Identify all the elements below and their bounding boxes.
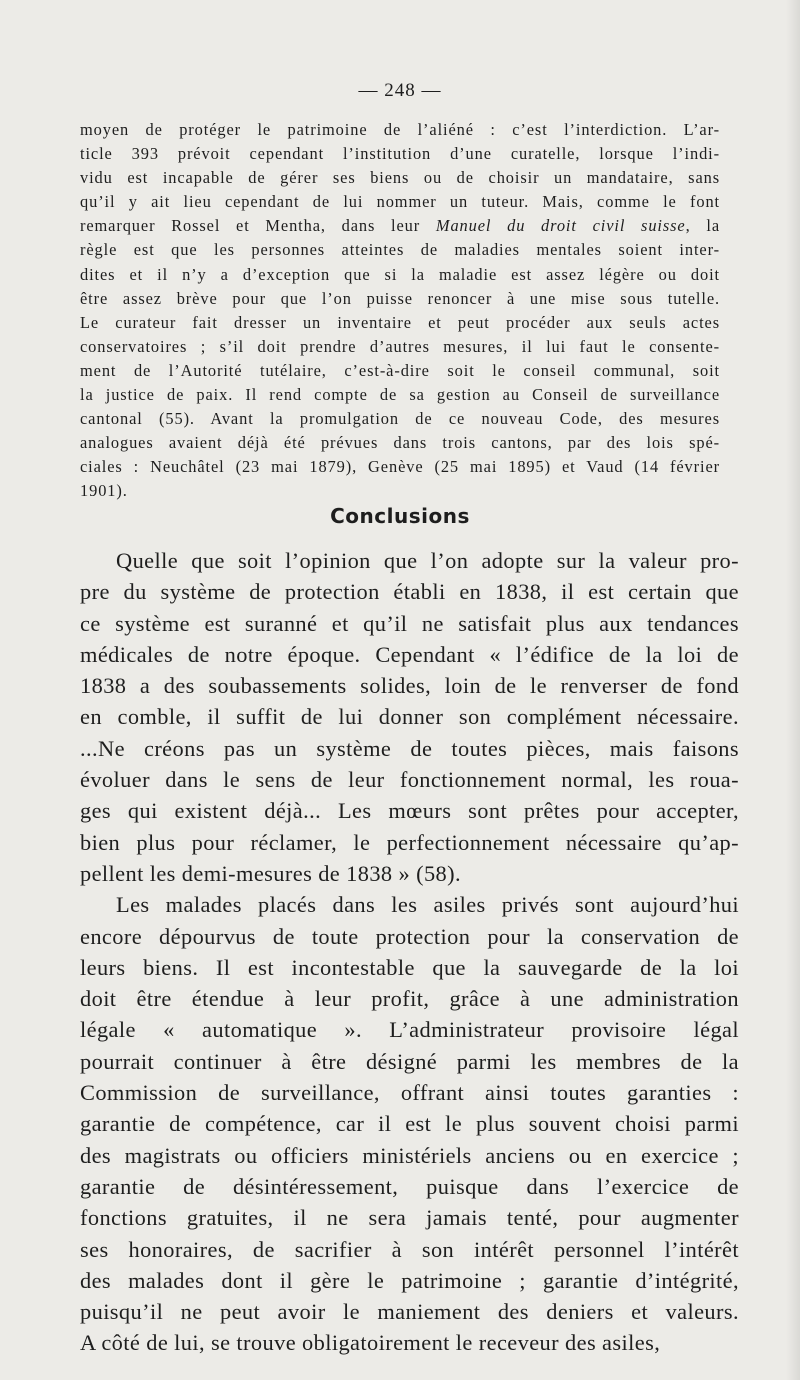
text-line: des malades dont il gère le patrimoine ; garantie d’intégrité, <box>80 1267 739 1293</box>
intro-paragraph <box>80 118 720 504</box>
text-line: médicales de notre époque. Cependant « l’édifice de la loi de <box>80 641 739 667</box>
conclusion-paragraph-2 <box>80 889 739 1358</box>
text-line: remarquer Rossel et Mentha, dans leur Manuel du droit civil suisse, la <box>80 216 720 236</box>
text-line: qu’il y ait lieu cependant de lui nommer un tuteur. Mais, comme le font <box>80 192 720 212</box>
text-line: des magistrats ou officiers ministériels anciens ou en exercice ; <box>80 1142 739 1168</box>
text-line: garantie de désintéressement, puisque dans l’exercice de <box>80 1173 739 1199</box>
text-line: bien plus pour réclamer, le perfectionnement nécessaire qu’ap- <box>80 829 739 855</box>
page-edge-shadow <box>786 0 800 1380</box>
text-line: Commission de surveillance, offrant ainsi toutes garanties : <box>80 1080 739 1106</box>
text-line: ses honoraires, de sacrifier à son intérêt personnel l’intérêt <box>80 1236 739 1262</box>
conclusions-body <box>80 545 739 1359</box>
text-line: ce système est suranné et qu’il ne satisfait plus aux tendances <box>80 610 739 636</box>
text-line: pellent les demi-mesures de 1838 » (58). <box>80 860 461 886</box>
text-line: cantonal (55). Avant la promulgation de ce nouveau Code, des mesures <box>80 409 720 429</box>
text-line: Le curateur fait dresser un inventaire et peut procéder aux seuls actes <box>80 312 720 332</box>
text-line: être assez brève pour que l’on puisse renoncer à une mise sous tutelle. <box>80 288 720 308</box>
text-line: leurs biens. Il est incontestable que la sauvegarde de la loi <box>80 954 739 980</box>
text-line: fonctions gratuites, il ne sera jamais tenté, pour augmenter <box>80 1205 739 1231</box>
conclusion-paragraph-1 <box>80 545 739 889</box>
text-line: 1901). <box>80 481 128 501</box>
text-line: en comble, il suffit de lui donner son complément nécessaire. <box>80 704 739 730</box>
text-line: vidu est incapable de gérer ses biens ou de choisir un mandataire, sans <box>80 168 720 188</box>
text-line: pre du système de protection établi en 1838, il est certain que <box>80 579 739 605</box>
text-line: ...Ne créons pas un système de toutes pièces, mais faisons <box>80 735 739 761</box>
text-line: légale « automatique ». L’administrateur provisoire légal <box>80 1017 739 1043</box>
text-line: Quelle que soit l’opinion que l’on adopte sur la valeur pro- <box>116 548 739 573</box>
text-line: la justice de paix. Il rend compte de sa gestion au Conseil de surveillance <box>80 385 720 405</box>
text-line: évoluer dans le sens de leur fonctionnement normal, les roua- <box>80 767 739 793</box>
text-line: Les malades placés dans les asiles privés sont aujourd’hui <box>116 892 739 918</box>
text-line: moyen de protéger le patrimoine de l’aliéné : c’est l’interdiction. L’ar- <box>80 120 720 139</box>
text-line: analogues avaient déjà été prévues dans trois cantons, par des lois spé- <box>80 433 720 453</box>
page-number: — 248 — <box>358 80 442 101</box>
text-line: dites et il n’y a d’exception que si la maladie est assez légère ou doit <box>80 264 720 284</box>
text-line: règle est que les personnes atteintes de maladies mentales soient inter- <box>80 240 720 260</box>
text-line: conservatoires ; s’il doit prendre d’autres mesures, il lui faut le consente- <box>80 336 720 356</box>
text-line: A côté de lui, se trouve obligatoirement le receveur des asiles, <box>80 1330 661 1356</box>
text-line: 1838 a des soubassements solides, loin de le renverser de fond <box>80 673 739 699</box>
text-line: ciales : Neuchâtel (23 mai 1879), Genève (25 mai 1895) et Vaud (14 février <box>80 457 720 477</box>
text-line: ticle 393 prévoit cependant l’institution d’une curatelle, lorsque l’indi- <box>80 144 720 164</box>
text-line: doit être étendue à leur profit, grâce à une administration <box>80 986 739 1012</box>
text-line: ment de l’Autorité tutélaire, c’est-à-dire soit le conseil communal, soit <box>80 360 720 380</box>
section-heading: Conclusions <box>330 504 470 528</box>
text-line: puisqu’il ne peut avoir le maniement des deniers et valeurs. <box>80 1299 739 1325</box>
text-line: garantie de compétence, car il est le plus souvent choisi parmi <box>80 1111 739 1137</box>
text-line: ges qui existent déjà... Les mœurs sont prêtes pour accepter, <box>80 798 739 824</box>
text-line: encore dépourvus de toute protection pour la conservation de <box>80 923 739 949</box>
text-line: pourrait continuer à être désigné parmi les membres de la <box>80 1048 739 1074</box>
